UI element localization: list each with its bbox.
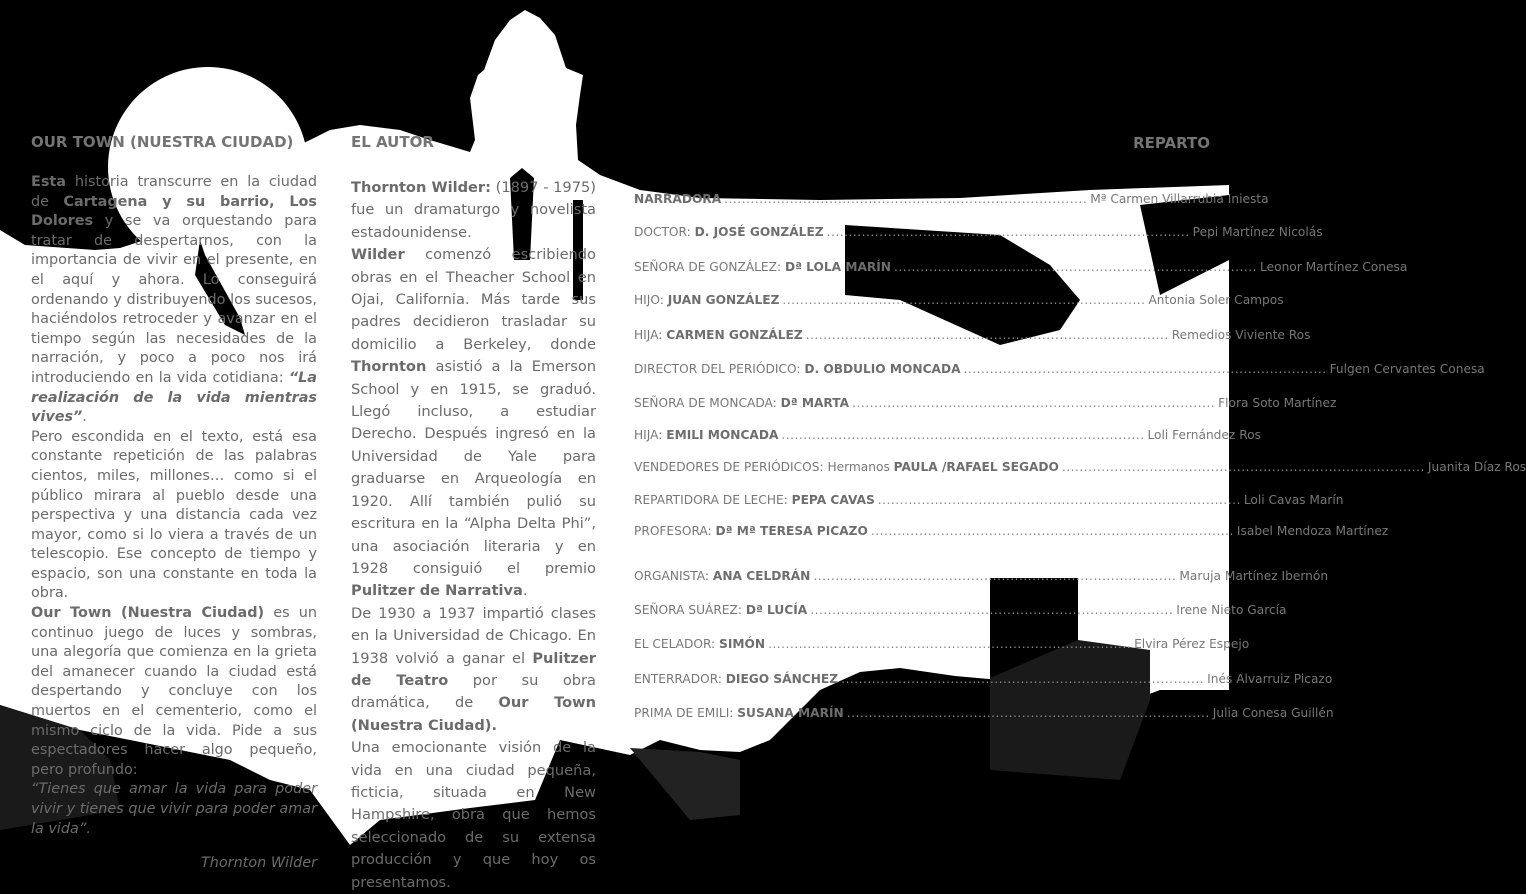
cast-role: [634, 293, 779, 307]
text: .: [522, 582, 528, 600]
bold-text: Esta: [31, 174, 66, 190]
cast-actor-name: Remedios Viviente Ros: [1171, 328, 1311, 342]
cast-role: [634, 328, 803, 342]
cast-row: [634, 328, 1311, 342]
bold-text: Pulitzer de Narrativa: [351, 582, 523, 600]
cast-character-name: PAULA /RAFAEL SEGADO: [893, 460, 1059, 474]
cast-row: [634, 524, 1389, 538]
bold-text: Our Town (Nuestra Ciudad).: [351, 694, 596, 734]
cast-character-name: DIEGO SÁNCHEZ: [725, 672, 839, 686]
cast-role-prefix: PRIMA DE EMILI:: [634, 706, 738, 720]
paragraph: Una emocionante visión de la vida en una ciudad pequeña, ficticia, situada en New Hampshire, obra que hemos seleccionado de su extensa producción y que hoy os presentamos.: [351, 739, 596, 891]
cast-character-name: D. JOSÉ GONZÁLEZ: [694, 225, 824, 239]
cast-row: [634, 460, 1526, 474]
cast-role: [634, 569, 810, 583]
cast-leader-dots: ...................................................................................: [841, 672, 1205, 686]
cast-leader-dots: ...................................................................................: [782, 293, 1146, 307]
cast-role-prefix: HIJA:: [634, 428, 667, 442]
cast-character-name: Dª LUCÍA: [745, 603, 808, 617]
cast-role: [634, 672, 838, 686]
cast-role: [634, 637, 765, 651]
cast-role-prefix: DOCTOR:: [634, 225, 695, 239]
cast-leader-dots: ...................................................................................: [870, 524, 1234, 538]
paragraph: [31, 604, 317, 780]
cast-row: [634, 428, 1261, 442]
heading-author: EL AUTOR: [351, 133, 434, 151]
cast-role: [634, 493, 875, 507]
bold-text: Thornton: [351, 358, 427, 376]
cast-actor-name: Pepi Martínez Nicolás: [1192, 225, 1323, 239]
cast-actor-name: Elvira Pérez Espejo: [1134, 637, 1250, 651]
cast-role: [634, 460, 1059, 474]
paragraph: [351, 244, 596, 603]
cast-leader-dots: ...................................................................................: [963, 362, 1327, 376]
cast-leader-dots: ...................................................................................: [894, 260, 1258, 274]
quote-text: “La realización de la vida mientras vives”: [31, 369, 317, 426]
cast-character-name: EMILI MONCADA: [666, 428, 779, 442]
cast-role-prefix: DIRECTOR DEL PERIÓDICO:: [634, 362, 805, 376]
cast-role-prefix: SEÑORA DE MONCADA:: [634, 396, 781, 410]
cast-row: [634, 293, 1284, 307]
cast-role: [634, 603, 807, 617]
bold-text: Wilder: [351, 246, 405, 264]
text: (1897 - 1975) fue un dramaturgo y novelista estadounidense.: [351, 179, 596, 241]
cast-leader-dots: ...................................................................................: [810, 603, 1174, 617]
paragraph: Pero escondida en el texto, está esa constante repetición de las palabras cientos, miles, millones… como si el público mirara al pueblo desde una perspectiva y una distancia cada vez mayor, como si lo viera a través de un telescopio. Ese concepto de tiempo y espacio, son una constante en toda la obra.: [31, 428, 317, 602]
cast-row: [634, 225, 1323, 239]
text: .: [82, 409, 87, 426]
cast-role-prefix: ENTERRADOR:: [634, 672, 726, 686]
column-our-town: [31, 133, 317, 871]
cast-actor-name: Julia Conesa Guillén: [1212, 706, 1334, 720]
cast-actor-name: Isabel Mendoza Martínez: [1236, 524, 1389, 538]
author-text: [351, 177, 596, 894]
cast-role-prefix: HIJO:: [634, 293, 668, 307]
text: es un continuo juego de luces y sombras, una alegoría que comienza en la grieta del amanecer cuando la ciudad está despertando y concluye con los muertos en el cementerio, como el mismo ciclo de la vida. Pide a sus espectadores hacer algo pequeño, pero profundo:: [31, 605, 317, 778]
column-author: [351, 133, 596, 894]
cast-role: [634, 524, 868, 538]
quote: “Tienes que amar la vida para poder vivir y tienes que vivir para poder amar la vida”.: [31, 781, 317, 837]
cast-row: [634, 706, 1334, 720]
cast-actor-name: Irene Nieto García: [1176, 603, 1287, 617]
cast-actor-name: Mª Carmen Villarrubia Iniesta: [1090, 192, 1269, 206]
paragraph: [31, 173, 317, 428]
cast-row: [634, 396, 1337, 410]
cast-character-name: D. OBDULIO MONCADA: [804, 362, 961, 376]
column-cast: [634, 134, 1526, 734]
bold-text: Our Town (Nuestra Ciudad): [31, 605, 265, 622]
cast-role: [634, 192, 721, 206]
cast-actor-name: Loli Fernández Ros: [1147, 428, 1261, 442]
cast-actor-name: Leonor Martínez Conesa: [1260, 260, 1408, 274]
cast-role: [634, 706, 844, 720]
cast-row: [634, 603, 1287, 617]
cast-character-name: JUAN GONZÁLEZ: [667, 293, 780, 307]
cast-actor-name: Fulgen Cervantes Conesa: [1329, 362, 1485, 376]
cast-role: [634, 428, 778, 442]
signature: Thornton Wilder: [200, 855, 317, 872]
cast-leader-dots: ...................................................................................: [1061, 460, 1425, 474]
cast-leader-dots: ...................................................................................: [781, 428, 1145, 442]
cast-actor-name: Juanita Díaz Ros: [1427, 460, 1526, 474]
heading-our-town: OUR TOWN (NUESTRA CIUDAD): [31, 133, 294, 151]
cast-leader-dots: ...................................................................................: [846, 706, 1210, 720]
paragraph: [351, 603, 596, 737]
cast-character-name: SIMÓN: [719, 637, 766, 651]
cast-actor-name: Loli Cavas Marín: [1243, 493, 1344, 507]
cast-actor-name: Flora Soto Martínez: [1218, 396, 1337, 410]
bold-text: Thornton Wilder:: [351, 179, 491, 196]
cast-character-name: SUSANA MARÍN: [737, 706, 844, 720]
cast-leader-dots: ...................................................................................: [813, 569, 1177, 583]
cast-row: [634, 569, 1329, 583]
text: asistió a la Emerson School y en 1915, se graduó. Llegó incluso, a estudiar Derecho. Después ingresó en la Universidad de Yale para graduarse en Arqueología en 1920. Allí también pulió su escritura en la “Alpha Delta Phi”, una asociación literaria y en 1928 consiguió el premio: [351, 358, 596, 577]
cast-role: [634, 260, 891, 274]
cast-leader-dots: ...................................................................................: [805, 328, 1169, 342]
cast-row: [634, 362, 1485, 376]
cast-leader-dots: ...................................................................................: [877, 493, 1241, 507]
cast-actor-name: Maruja Martínez Ibernón: [1179, 569, 1329, 583]
cast-character-name: Dª LOLA MARÍN: [784, 260, 891, 274]
cast-role-prefix: PROFESORA:: [634, 524, 716, 538]
cast-character-name: Dª Mª TERESA PICAZO: [715, 524, 868, 538]
cast-character-name: PEPA CAVAS: [791, 493, 875, 507]
cast-leader-dots: ...................................................................................: [724, 192, 1088, 206]
text: y se va orquestando para tratar de despertarnos, con la importancia de vivir en el presente, en el aquí y ahora. Lo conseguirá ordenando y distribuyendo los sucesos, haciéndolos retroceder y avanzar en el tiempo según las necesidades de la narración, y poco a poco nos irá introduciendo en la vida cotidiana:: [31, 213, 317, 386]
cast-actor-name: Inés Alvarruiz Picazo: [1207, 672, 1333, 686]
heading-cast: REPARTO: [1133, 134, 1210, 152]
cast-role: [634, 225, 824, 239]
cast-role-prefix: HIJA:: [634, 328, 667, 342]
cast-row: [634, 672, 1333, 686]
text: historia transcurre en la ciudad de: [31, 174, 317, 210]
cast-role-prefix: SEÑORA DE GONZÁLEZ:: [634, 260, 785, 274]
cast-character-name: ANA CELDRÁN: [712, 569, 811, 583]
cast-character-name: CARMEN GONZÁLEZ: [666, 328, 803, 342]
cast-role-prefix: ORGANISTA:: [634, 569, 713, 583]
cast-role-prefix: VENDEDORES DE PERIÓDICOS: Hermanos: [634, 460, 894, 474]
cast-character-name: NARRADORA: [634, 192, 722, 206]
cast-role-prefix: EL CELADOR:: [634, 637, 720, 651]
cast-role-prefix: SEÑORA SUÁREZ:: [634, 603, 746, 617]
text: comenzó escribiendo obras en el Theacher School en Ojai, California. Más tarde sus padres decidieron trasladar su domicilio a Berkeley, donde: [351, 246, 596, 353]
paragraph: [351, 177, 596, 244]
cast-role: [634, 362, 961, 376]
cast-actor-name: Antonia Soler Campos: [1148, 293, 1284, 307]
bold-text: Pulitzer de Teatro: [351, 649, 596, 689]
cast-row: [634, 260, 1408, 274]
cast-leader-dots: ...................................................................................: [826, 225, 1190, 239]
text: por su obra dramática, de: [351, 671, 596, 712]
bold-text: Cartagena y su barrio, Los Dolores: [31, 193, 317, 230]
cast-role: [634, 396, 849, 410]
cast-row: [634, 192, 1269, 206]
cast-leader-dots: ...................................................................................: [768, 637, 1132, 651]
text: De 1930 a 1937 impartió clases en la Universidad de Chicago. En 1938 volvió a ganar el: [351, 604, 596, 667]
cast-leader-dots: ...................................................................................: [852, 396, 1216, 410]
our-town-text: [31, 173, 317, 839]
cast-row: [634, 637, 1250, 651]
cast-row: [634, 493, 1344, 507]
cast-role-prefix: REPARTIDORA DE LECHE:: [634, 493, 792, 507]
cast-character-name: Dª MARTA: [780, 396, 850, 410]
